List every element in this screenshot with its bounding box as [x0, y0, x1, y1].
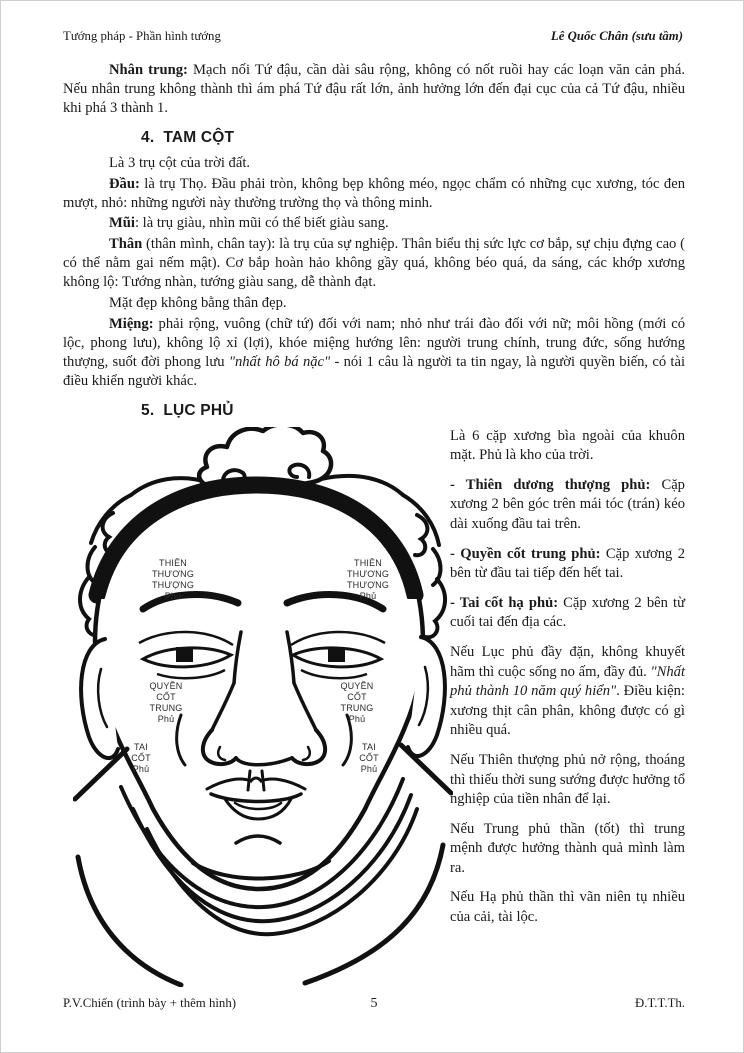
tai-label: - Tai cốt hạ phủ:	[450, 594, 559, 611]
paragraph-dau	[63, 175, 685, 213]
p5-quote: "Nhất phủ thành 10 năm quý hiển"	[450, 663, 685, 700]
dau-label: Đầu:	[109, 175, 140, 192]
svg-text:THƯƠNG: THƯƠNG	[346, 568, 390, 579]
svg-text:Phủ: Phủ	[157, 713, 175, 724]
figure-column	[63, 427, 450, 992]
footer-initials: Đ.T.T.Th.	[635, 996, 685, 1010]
page-number: 5	[370, 996, 378, 1011]
luc-phu-p5	[450, 643, 685, 741]
paragraph-tam-cot-intro: Là 3 trụ cột của trời đất.	[109, 154, 251, 171]
svg-text:CỐT: CỐT	[359, 752, 379, 763]
page-footer	[63, 996, 685, 1012]
svg-text:Phủ: Phủ	[164, 590, 182, 601]
thien-text: Cặp xương 2 bên góc trên mái tóc (trán) kéo dài xuống đầu tai trên.	[450, 476, 685, 532]
luc-phu-tai	[450, 594, 685, 633]
paragraph-than	[63, 235, 685, 292]
svg-text:Phủ: Phủ	[360, 763, 378, 774]
quyen-text: Cặp xương 2 bên từ đầu tai tiếp đến hết tai.	[450, 545, 685, 582]
svg-text:TRUNG: TRUNG	[149, 702, 183, 713]
svg-text:THƯƠNG: THƯƠNG	[151, 568, 195, 579]
page-header	[63, 29, 683, 44]
paragraph-mat-dep: Mặt đẹp không bằng thân đẹp.	[109, 295, 287, 312]
header-document-title: Tướng pháp - Phần hình tướng	[63, 29, 221, 43]
svg-text:THIÊN: THIÊN	[354, 557, 382, 568]
svg-text:THƯỢNG: THƯỢNG	[151, 579, 195, 590]
mui-label: Mũi	[109, 215, 135, 232]
svg-text:THƯỢNG: THƯỢNG	[346, 579, 390, 590]
header-author: Lê Quốc Chân (sưu tầm)	[550, 29, 683, 43]
footer-credit: P.V.Chiến (trình bày + thêm hình)	[63, 996, 236, 1010]
luc-phu-thien	[450, 476, 685, 535]
thien-label: - Thiên dương thượng phủ:	[450, 476, 651, 493]
page-content	[63, 61, 685, 992]
svg-text:Phủ: Phủ	[348, 713, 366, 724]
dau-text: là trụ Thọ. Đầu phải tròn, không bẹp không méo, ngọc chẩm có những cục xương, tóc đen mượt, nhỏ: những người này thường trường thọ và thông minh.	[63, 175, 685, 211]
svg-text:QUYỀN: QUYỀN	[340, 680, 374, 691]
svg-text:THIÊN: THIÊN	[159, 557, 187, 568]
luc-phu-p7: Nếu Trung phủ thần (tốt) thì trung mệnh được hưởng thành quả mình làm ra.	[450, 820, 685, 876]
p5-text-a: Nếu Lục phủ đầy đặn, không khuyết hãm thì cuộc sống no ấm, đầy đủ.	[450, 643, 685, 680]
left-pupil	[176, 647, 193, 662]
svg-text:Phủ: Phủ	[132, 763, 150, 774]
nhan-trung-label: Nhân trung:	[109, 62, 188, 78]
face-diagram	[73, 427, 453, 987]
luc-phu-p6: Nếu Thiên thượng phủ nở rộng, thoáng thì thiếu thời sung sướng được hưởng tổ nghiệp của tiền nhân để lại.	[450, 751, 685, 808]
than-label: Thân	[109, 236, 143, 253]
svg-text:QUYỀN: QUYỀN	[149, 680, 183, 691]
paragraph-nhan-trung	[63, 61, 685, 118]
svg-text:CỐT: CỐT	[156, 691, 176, 702]
section-heading-tam-cot: 4. TAM CỘT	[141, 128, 235, 146]
quyen-label: - Quyền cốt trung phủ:	[450, 545, 601, 562]
luc-phu-two-column	[63, 427, 685, 992]
luc-phu-p1: Là 6 cặp xương bìa ngoài của khuôn mặt. Phủ là kho của trời.	[450, 427, 685, 464]
tai-text: Cặp xương 2 bên từ cuối tai đến địa các.	[450, 594, 685, 631]
mieng-label: Miệng:	[109, 315, 154, 332]
section-heading-luc-phu: 5. LỤC PHỦ	[141, 401, 234, 419]
paragraph-mui	[63, 214, 685, 233]
mieng-text-1: phải rộng, vuông (chữ tứ) đối với nam; nhỏ như trái đào đối với nữ; môi hồng (mới có lộc, phong lưu), không lộ xỉ (lợi), khóe miệng hướng lên: người trung chính, trung đức, sống hướng thượng, suốt đời phong lưu	[63, 315, 685, 370]
p5-text-b: . Điều kiện: xương thịt cân phân, không được có gì nhiều quá.	[450, 683, 685, 739]
right-pupil	[328, 647, 345, 662]
svg-text:CỐT: CỐT	[131, 752, 151, 763]
svg-text:TAI: TAI	[134, 741, 148, 752]
luc-phu-quyen	[450, 545, 685, 584]
svg-text:Phủ: Phủ	[359, 590, 377, 601]
paragraph-mieng	[63, 315, 685, 391]
nhan-trung-text: Mạch nối Tứ đậu, cần dài sâu rộng, không có nốt ruồi hay các loạn văn cản phá. Nếu nhân trung không thành thì ám phá Tứ đậu rất lớn, ảnh hưởng lớn đến đại cục của cả Tứ đậu, nhiều khi phá 3 thành 1.	[63, 62, 685, 116]
luc-phu-text-column	[450, 427, 685, 938]
svg-text:TAI: TAI	[362, 741, 376, 752]
than-text: (thân mình, chân tay): là trụ của sự nghiệp. Thân biểu thị sức lực cơ bắp, sự chịu đựng cao ( có thể nằm gai nếm mật). Cơ bắp hoàn hảo không gầy quá, không béo quá, da sáng, các khớp xương không lộ: Tướng nhàn, tướng giàu sang, dễ thành đạt.	[63, 236, 685, 291]
svg-text:TRUNG: TRUNG	[340, 702, 374, 713]
mui-text: : là trụ giàu, nhìn mũi có thể biết giàu sang.	[134, 215, 389, 232]
luc-phu-p8: Nếu Hạ phủ thần thì vãn niên tụ nhiều của cải, tài lộc.	[450, 889, 685, 926]
mieng-text-2: - nói 1 câu là người ta tin ngay, là người quyền biến, có tài điều khiển người khác.	[63, 353, 686, 389]
mieng-quote: "nhất hô bá nặc"	[228, 353, 331, 370]
svg-text:CỐT: CỐT	[347, 691, 367, 702]
